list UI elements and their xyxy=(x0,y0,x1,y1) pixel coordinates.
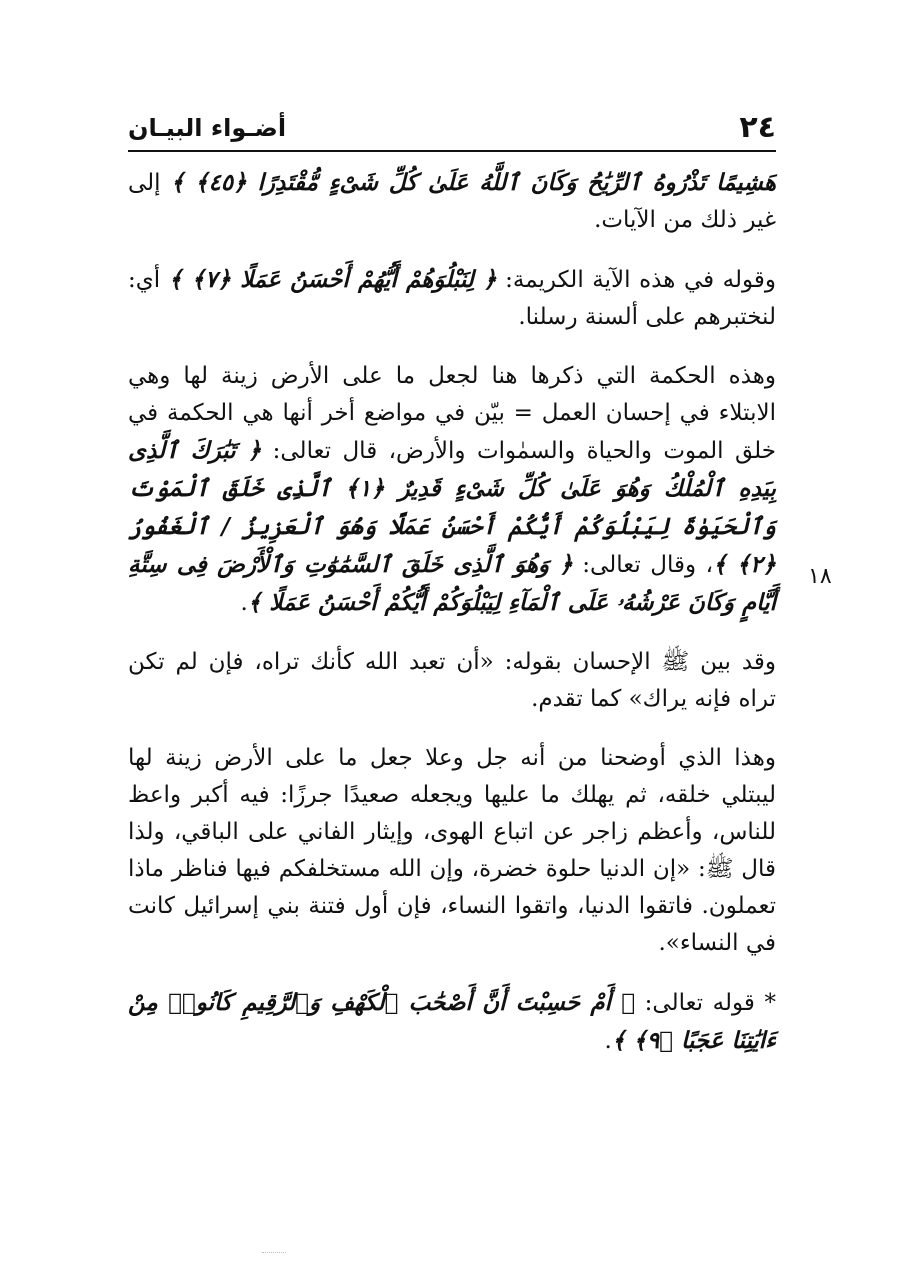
quran-verse: ﴿ لِنَبْلُوَهُمْ أَيُّهُمْ أَحْسَنُ عَمَلًا ﴿٧﴾ ﴾ xyxy=(168,266,497,293)
prose-text: وهذا الذي أوضحنا من أنه جل وعلا جعل ما على الأرض زينة لها ليبتلي خلقه، ثم يهلك ما عليها ويجعله صعيدًا جرزًا: فيه أكبر واعظ للناس، وأعظم زاجر عن اتباع الهوى، وإيثار الفاني على الباقي، ولذا قال ﷺ: «إن الدنيا حلوة خضرة، وإن الله مستخلفكم فيها فناظر ماذا تعملون. فاتقوا الدنيا، واتقوا النساء، فإن أول فتنة بني إسرائيل كانت في النساء». xyxy=(128,745,776,956)
paragraph xyxy=(128,358,776,622)
prose-text: . xyxy=(240,590,248,616)
prose-text: وقد بين ﷺ الإحسان بقوله: «أن تعبد الله كأنك تراه، فإن لم تكن تراه فإنه يراك» كما تقدم. xyxy=(128,649,776,712)
prose-text: إلى غير ذلك من الآيات. xyxy=(128,170,776,233)
footer-mark xyxy=(262,1252,286,1254)
paragraph xyxy=(128,740,776,962)
prose-text: وقوله في هذه الآية الكريمة: xyxy=(496,267,777,293)
prose-text: ، وقال تعالى: xyxy=(572,552,713,578)
quran-verse: ﴿ أَمْ حَسِبْتَ أَنَّ أَصْحَٰبَ ٱلْكَهْفِ وَٱلرَّقِيمِ كَانُوا۟ مِنْ ءَايَٰتِنَا عَجَبًا ﴿٩﴾ ﴾ xyxy=(128,989,776,1054)
prose-text: . xyxy=(604,1028,612,1054)
page-number: ٢٤ xyxy=(739,110,776,145)
quran-verse: ﴿ تَبَٰرَكَ ٱلَّذِى بِيَدِهِ ٱلْمُلْكُ وَهُوَ عَلَىٰ كُلِّ شَىْءٍ قَدِيرٌ ﴿١﴾ ٱلَّذِى خَلَقَ ٱلْمَوْتَ وَٱلْحَيَوٰةَ لِيَبْلُوَكُمْ أَيُّكُمْ أَحْسَنُ عَمَلًا وَهُوَ ٱلْعَزِيزُ / ٱلْغَفُورُ ﴿٢﴾ ﴾ xyxy=(128,437,777,578)
prose-text: * قوله تعالى: xyxy=(635,990,776,1016)
quran-verse: هَشِيمًا تَذْرُوهُ ٱلرِّيَٰحُ وَكَانَ ٱللَّهُ عَلَىٰ كُلِّ شَىْءٍ مُّقْتَدِرًا ﴿٤٥﴾ ﴾ xyxy=(170,169,776,196)
prose-text: أي: لنختبرهم على ألسنة رسلنا. xyxy=(128,267,776,330)
page-header xyxy=(128,106,776,152)
paragraph xyxy=(128,644,776,718)
margin-page-reference: ١٨ xyxy=(808,564,832,589)
running-title: أضـواء البيـان xyxy=(128,114,287,142)
quran-verse: ﴿ وَهُوَ ٱلَّذِى خَلَقَ ٱلسَّمَٰوَٰتِ وَٱلْأَرْضَ فِى سِتَّةِ أَيَّامٍ وَكَانَ عَرْشُهُۥ عَلَى ٱلْمَآءِ لِيَبْلُوَكُمْ أَيُّكُمْ أَحْسَنُ عَمَلًا ﴾ xyxy=(128,551,776,616)
paragraph xyxy=(128,164,776,239)
paragraph xyxy=(128,984,776,1060)
body-text xyxy=(128,164,776,1082)
paragraph xyxy=(128,261,776,336)
prose-text: وهذه الحكمة التي ذكرها هنا لجعل ما على الأرض زينة لها وهي الابتلاء في إحسان العمل = بيّن في مواضع أخر أنها هي الحكمة في خلق الموت والحياة والسمٰوات والأرض، قال تعالى: xyxy=(128,363,776,464)
